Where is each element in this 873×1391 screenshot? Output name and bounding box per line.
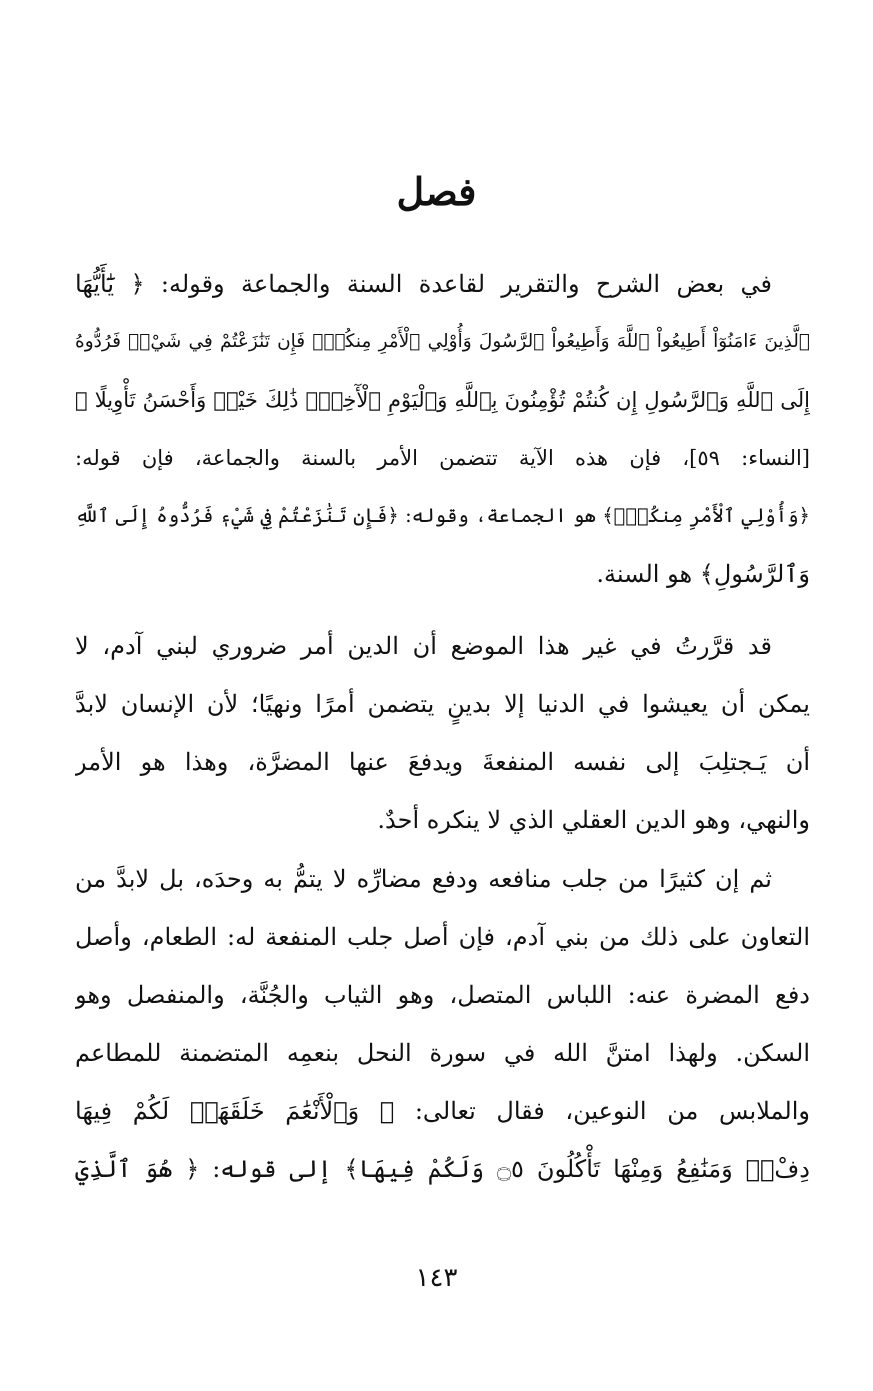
paragraph-line: والنهي، وهو الدين العقلي الذي لا ينكره أحدٌ.	[377, 806, 810, 834]
paragraph-line: السكن. ولهذا امتنَّ الله في سورة النحل بنعمِه المتضمنة للمطاعم	[75, 1039, 810, 1067]
section-heading: فصل	[396, 169, 477, 214]
paragraph-line: والملابس من النوعين، فقال تعالى: ﴿ وَٱلْأَنْعَٰمَ خَلَقَهَاۖ لَكُمْ فِيهَا	[75, 1097, 810, 1125]
paragraph-line: ثم إن كثيرًا من جلب منافعه ودفع مضارِّه لا يتمُّ به وحدَه، بل لابدَّ من	[75, 865, 772, 893]
quran-verse-line: إِلَى ٱللَّهِ وَٱلرَّسُولِ إِن كُنتُمْ تُؤْمِنُونَ بِٱللَّهِ وَٱلْيَوْمِ ٱلْأٓخِرِۚ ذَٰلِكَ خَيْرٞ وَأَحْسَنُ تَأْوِيلًا ﴾	[75, 388, 810, 412]
paragraph-line: التعاون على ذلك من بني آدم، فإن أصل جلب المنفعة له: الطعام، وأصل	[75, 923, 810, 951]
paragraph-line: أن يَـجتلِبَ إلى نفسه المنفعةَ ويدفعَ عنها المضرَّة، وهذا هو الأمر	[75, 748, 810, 776]
paragraph-line: [النساء: ٥٩]، فإن هذه الآية تتضمن الأمر بالسنة والجماعة، فإن قوله:	[75, 446, 810, 470]
paragraph-line: دفع المضرة عنه: اللباس المتصل، وهو الثياب والجُنَّة، والمنفصل وهو	[75, 981, 810, 1009]
paragraph-line: في بعض الشرح والتقرير لقاعدة السنة والجماعة وقوله: ﴿ يَٰٓأَيُّهَا	[75, 270, 772, 298]
paragraph-line: وَٱلرَّسُولِ﴾ هو السنة.	[596, 560, 810, 588]
paragraph-line: يمكن أن يعيشوا في الدنيا إلا بدينٍ يتضمن أمرًا ونهيًا؛ لأن الإنسان لابدَّ	[75, 690, 810, 718]
paragraph-1	[75, 255, 810, 603]
paragraph-line: قد قرَّرتُ في غير هذا الموضع أن الدين أمر ضروري لبني آدم، لا	[75, 632, 772, 660]
quran-verse-line: ٱلَّذِينَ ءَامَنُوٓاْ أَطِيعُواْ ٱللَّهَ وَأَطِيعُواْ ٱلرَّسُولَ وَأُوْلِي ٱلْأَمْرِ مِنكُمْۖ فَإِن تَنَٰزَعْتُمْ فِي شَيْءٖ فَرُدُّوهُ	[75, 331, 810, 352]
page-number: ١٤٣	[415, 1263, 458, 1293]
paragraph-line: دِفْءٞ وَمَنَٰفِعُ وَمِنْهَا تَأْكُلُونَ ۝٥ وَلَكُمْ فِيهَا﴾ إلى قوله: ﴿ هُوَ ٱلَّذِيٓ	[75, 1155, 810, 1183]
paragraph-line: ﴿وَأُوْلِي ٱلْأَمْرِ مِنكُمْۖ﴾ هو الجماعة، وقوله: ﴿فَإِن تَنَٰزَعْتُمْ فِي شَيْءٖ فَرُدُّوهُ إِلَى ٱللَّهِ	[75, 504, 810, 527]
paragraph-3	[75, 850, 810, 1198]
paragraph-2	[75, 617, 810, 849]
